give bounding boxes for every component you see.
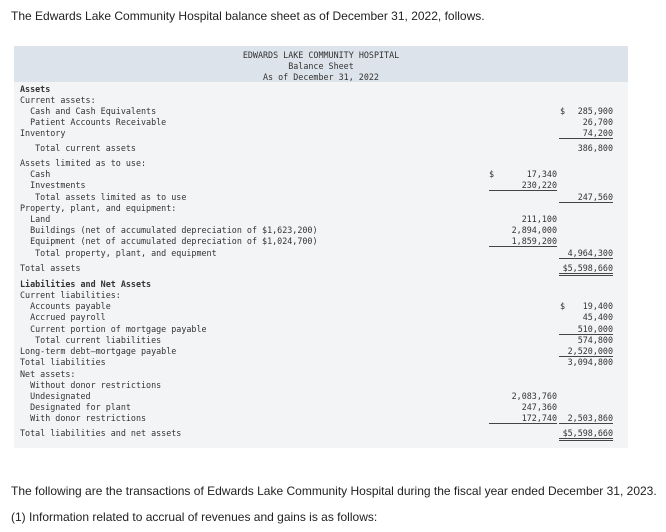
- sheet-row: [14, 380, 628, 391]
- amount-total: 4,964,300: [559, 248, 613, 259]
- sheet-row: [14, 346, 628, 357]
- row-label: Without donor restrictions: [20, 380, 162, 390]
- row-label: Total liabilities: [20, 357, 106, 367]
- amount-total: 2,503,860: [559, 413, 613, 424]
- sheet-row: [14, 428, 628, 439]
- item-1-paragraph: (1) Information related to accrual of revenues and gains is as follows:: [11, 510, 378, 524]
- hospital-name: EDWARDS LAKE COMMUNITY HOSPITAL: [242, 50, 400, 60]
- sheet-row: [14, 214, 628, 225]
- balance-sheet: [14, 46, 628, 448]
- sheet-row: [14, 324, 628, 335]
- row-label: Current portion of mortgage payable: [20, 324, 207, 334]
- row-label: Current assets:: [20, 95, 96, 105]
- row-label: Total assets limited as to use: [20, 192, 187, 202]
- row-label: Total assets: [20, 263, 81, 273]
- sheet-row: [14, 236, 628, 247]
- row-label: With donor restrictions: [20, 413, 147, 423]
- currency-symbol: $: [560, 301, 566, 311]
- row-label: Net assets:: [20, 369, 76, 379]
- row-label: Cash and Cash Equivalents: [20, 106, 157, 116]
- row-label: Inventory: [20, 128, 66, 138]
- sheet-row: [14, 312, 628, 323]
- amount-total: 510,000: [559, 324, 613, 335]
- row-label: Cash: [20, 169, 51, 179]
- transactions-paragraph: The following are the transactions of Edwards Lake Community Hospital during the fiscal year ended December 31, 2023.: [11, 484, 657, 498]
- amount-total: 574,800: [577, 335, 613, 345]
- row-label: Total current assets: [20, 143, 136, 153]
- sheet-row: [14, 128, 628, 139]
- row-label: Assets limited as to use:: [20, 158, 147, 168]
- amount-total: 45,400: [582, 312, 613, 322]
- amount-total: 19,400: [582, 301, 613, 311]
- amount-inner: 17,340: [526, 169, 557, 179]
- sheet-row: [14, 143, 628, 154]
- amount-total: $5,598,660: [559, 263, 613, 276]
- sheet-row: [14, 413, 628, 424]
- sheet-row: [14, 169, 628, 180]
- sheet-row: [14, 158, 628, 169]
- row-label: Liabilities and Net Assets: [20, 279, 152, 289]
- statement-title: Balance Sheet: [288, 61, 354, 71]
- currency-symbol: $: [489, 169, 495, 179]
- row-label: Accounts payable: [20, 301, 111, 311]
- sheet-row: [14, 290, 628, 301]
- sheet-row: [14, 84, 628, 95]
- sheet-row: [14, 357, 628, 368]
- sheet-row: [14, 301, 628, 312]
- amount-inner: 172,740: [489, 413, 557, 424]
- row-label: Total property, plant, and equipment: [20, 248, 217, 258]
- row-label: Accrued payroll: [20, 312, 106, 322]
- sheet-row: [14, 225, 628, 236]
- sheet-row: [14, 117, 628, 128]
- sheet-row: [14, 203, 628, 214]
- sheet-row: [14, 248, 628, 259]
- sheet-row: [14, 192, 628, 203]
- sheet-row: [14, 180, 628, 191]
- amount-inner: 211,100: [521, 214, 557, 224]
- row-label: Current liabilities:: [20, 290, 121, 300]
- row-label: Land: [20, 214, 51, 224]
- currency-symbol: $: [560, 106, 566, 116]
- row-label: Long-term debt—mortgage payable: [20, 346, 177, 356]
- row-label: Investments: [20, 180, 86, 190]
- amount-total: 74,200: [559, 128, 613, 139]
- row-label: Property, plant, and equipment:: [20, 203, 177, 213]
- row-label: Patient Accounts Receivable: [20, 117, 167, 127]
- amount-total: 386,800: [577, 143, 613, 153]
- amount-inner: 2,083,760: [511, 391, 557, 401]
- sheet-row: [14, 95, 628, 106]
- sheet-row: [14, 279, 628, 290]
- row-label: Equipment (net of accumulated depreciation of $1,024,700): [20, 236, 318, 246]
- intro-text: The Edwards Lake Community Hospital balance sheet as of December 31, 2022, follows.: [11, 9, 485, 23]
- row-label: Total liabilities and net assets: [20, 428, 182, 438]
- sheet-row: [14, 402, 628, 413]
- sheet-row: [14, 369, 628, 380]
- sheet-row: [14, 263, 628, 274]
- amount-inner: 1,859,200: [489, 236, 557, 247]
- row-label: Assets: [20, 84, 51, 94]
- row-label: Buildings (net of accumulated depreciation of $1,623,200): [20, 225, 318, 235]
- sheet-row: [14, 391, 628, 402]
- amount-total: $5,598,660: [559, 428, 613, 441]
- amount-inner: 247,360: [521, 402, 557, 412]
- amount-total: 2,520,000: [559, 346, 613, 357]
- balance-sheet-header: [14, 46, 628, 82]
- amount-total: 26,700: [582, 117, 613, 127]
- amount-total: 3,094,800: [567, 357, 613, 367]
- sheet-row: [14, 335, 628, 346]
- row-label: Designated for plant: [20, 402, 131, 412]
- statement-date: As of December 31, 2022: [263, 72, 379, 82]
- amount-total: 247,560: [559, 192, 613, 203]
- amount-inner: 2,894,000: [511, 225, 557, 235]
- row-label: Total current liabilities: [20, 335, 162, 345]
- row-label: Undesignated: [20, 391, 91, 401]
- amount-total: 285,900: [577, 106, 613, 116]
- sheet-row: [14, 106, 628, 117]
- amount-inner: 230,220: [489, 180, 557, 191]
